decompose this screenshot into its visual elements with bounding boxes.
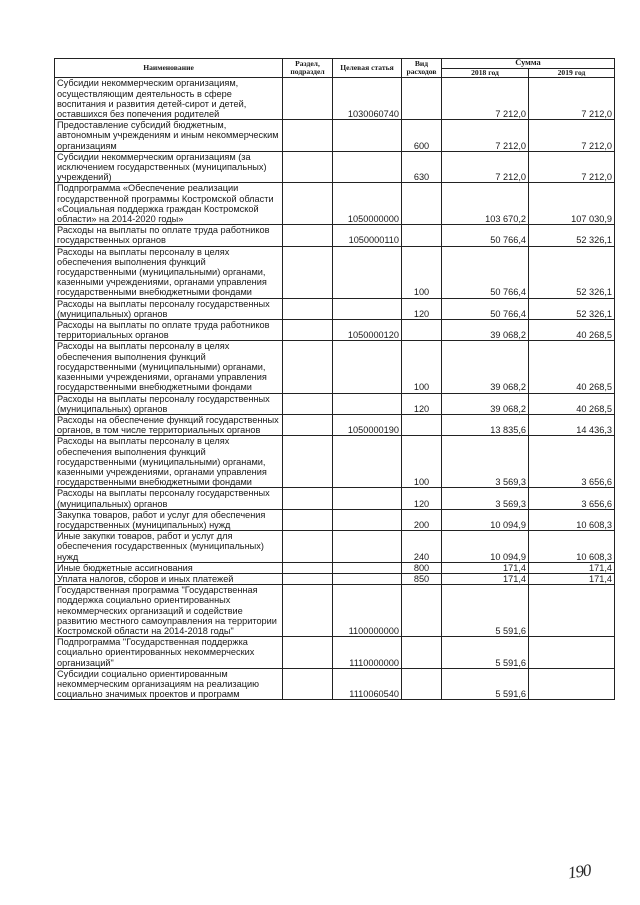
row-amount-2018: 5 591,6 [442, 585, 529, 637]
row-amount-2018: 171,4 [442, 562, 529, 573]
table-row [55, 585, 615, 637]
row-article [333, 562, 402, 573]
table-row [55, 320, 615, 341]
table-row [55, 151, 615, 183]
row-amount-2019: 40 268,5 [529, 320, 615, 341]
row-name: Расходы на выплаты персоналу в целях обеспечения выполнения функций государственными (муниципальными) органами, казенными учреждениями, органами управления государственными внебюджетными фондами [55, 341, 283, 393]
row-name: Государственная программа "Государственная поддержка социально ориентированных некоммерческих организаций и содействие развитию местного самоуправления на территории Костромской области на 2014-2018 годы" [55, 585, 283, 637]
table-row [55, 573, 615, 584]
row-name: Расходы на выплаты по оплате труда работников государственных органов [55, 225, 283, 246]
table-row [55, 246, 615, 298]
row-article [333, 151, 402, 183]
row-amount-2019: 7 212,0 [529, 151, 615, 183]
row-name: Расходы на обеспечение функций государственных органов, в том числе территориальных органов [55, 414, 283, 435]
row-section [283, 183, 333, 225]
header-year-2019: 2019 год [529, 69, 615, 78]
row-amount-2019 [529, 637, 615, 669]
table-body [55, 78, 615, 700]
row-article [333, 573, 402, 584]
row-amount-2018: 7 212,0 [442, 78, 529, 120]
row-amount-2018: 50 766,4 [442, 225, 529, 246]
row-amount-2018: 5 591,6 [442, 668, 529, 700]
header-article: Целевая статья [333, 59, 402, 78]
table-row [55, 414, 615, 435]
row-article: 1030060740 [333, 78, 402, 120]
row-kind [402, 414, 442, 435]
row-kind: 120 [402, 298, 442, 319]
row-kind [402, 78, 442, 120]
table-row [55, 562, 615, 573]
header-sum: Сумма [442, 59, 615, 69]
row-article [333, 509, 402, 530]
row-section [283, 509, 333, 530]
row-amount-2018: 10 094,9 [442, 509, 529, 530]
row-name: Расходы на выплаты персоналу в целях обеспечения выполнения функций государственными (муниципальными) органами, казенными учреждениями, органами управления государственными внебюджетными фондами [55, 436, 283, 488]
row-article: 1110000000 [333, 637, 402, 669]
row-kind: 100 [402, 341, 442, 393]
row-article [333, 341, 402, 393]
table-row [55, 509, 615, 530]
row-section [283, 573, 333, 584]
row-name: Подпрограмма «Обеспечение реализации государственной программы Костромской области «Социальная поддержка граждан Костромской области» на 2014-2020 годы» [55, 183, 283, 225]
row-name: Расходы на выплаты персоналу в целях обеспечения выполнения функций государственными (муниципальными) органами, казенными учреждениями, органами управления государственными внебюджетными фондами [55, 246, 283, 298]
row-section [283, 151, 333, 183]
row-amount-2018: 13 835,6 [442, 414, 529, 435]
budget-table [54, 58, 615, 700]
row-name: Субсидии социально ориентированным некоммерческим организациям на реализацию социально значимых проектов и программ [55, 668, 283, 700]
row-article: 1100000000 [333, 585, 402, 637]
row-kind: 800 [402, 562, 442, 573]
row-amount-2018: 7 212,0 [442, 151, 529, 183]
row-amount-2019: 14 436,3 [529, 414, 615, 435]
row-kind [402, 320, 442, 341]
row-kind: 850 [402, 573, 442, 584]
row-article: 1050000000 [333, 183, 402, 225]
row-name: Расходы на выплаты по оплате труда работников территориальных органов [55, 320, 283, 341]
row-article [333, 246, 402, 298]
row-kind: 100 [402, 436, 442, 488]
row-name: Расходы на выплаты персоналу государственных (муниципальных) органов [55, 488, 283, 509]
row-amount-2019: 171,4 [529, 562, 615, 573]
row-section [283, 488, 333, 509]
row-amount-2019 [529, 668, 615, 700]
row-kind: 120 [402, 393, 442, 414]
row-section [283, 225, 333, 246]
header-section: Раздел, подраздел [283, 59, 333, 78]
row-amount-2018: 103 670,2 [442, 183, 529, 225]
row-article: 1110060540 [333, 668, 402, 700]
page-number: 190 [566, 860, 592, 883]
row-article [333, 298, 402, 319]
row-amount-2019: 171,4 [529, 573, 615, 584]
row-name: Уплата налогов, сборов и иных платежей [55, 573, 283, 584]
row-name: Иные закупки товаров, работ и услуг для обеспечения государственных (муниципальных) нужд [55, 531, 283, 563]
row-amount-2019: 10 608,3 [529, 509, 615, 530]
row-kind [402, 183, 442, 225]
table-row [55, 120, 615, 152]
row-name: Расходы на выплаты персоналу государственных (муниципальных) органов [55, 298, 283, 319]
table-row [55, 637, 615, 669]
row-kind [402, 585, 442, 637]
budget-page [54, 58, 614, 700]
row-name: Субсидии некоммерческим организациям (за исключением государственных (муниципальных) учреждений) [55, 151, 283, 183]
row-amount-2018: 50 766,4 [442, 298, 529, 319]
row-section [283, 585, 333, 637]
table-row [55, 393, 615, 414]
row-amount-2019: 3 656,6 [529, 488, 615, 509]
table-row [55, 531, 615, 563]
row-amount-2019: 40 268,5 [529, 341, 615, 393]
table-row [55, 436, 615, 488]
row-section [283, 298, 333, 319]
header-kind: Вид расходов [402, 59, 442, 78]
row-article [333, 488, 402, 509]
row-kind: 100 [402, 246, 442, 298]
row-kind: 200 [402, 509, 442, 530]
row-section [283, 320, 333, 341]
row-amount-2018: 10 094,9 [442, 531, 529, 563]
row-amount-2019: 52 326,1 [529, 246, 615, 298]
row-kind [402, 668, 442, 700]
row-name: Иные бюджетные ассигнования [55, 562, 283, 573]
row-section [283, 78, 333, 120]
row-section [283, 246, 333, 298]
row-amount-2019: 3 656,6 [529, 436, 615, 488]
row-amount-2018: 39 068,2 [442, 393, 529, 414]
row-amount-2019: 52 326,1 [529, 225, 615, 246]
row-article: 1050000110 [333, 225, 402, 246]
row-section [283, 637, 333, 669]
table-row [55, 225, 615, 246]
row-kind: 240 [402, 531, 442, 563]
row-amount-2018: 3 569,3 [442, 488, 529, 509]
row-section [283, 393, 333, 414]
row-amount-2019: 107 030,9 [529, 183, 615, 225]
row-amount-2019: 7 212,0 [529, 120, 615, 152]
row-article [333, 436, 402, 488]
row-name: Расходы на выплаты персоналу государственных (муниципальных) органов [55, 393, 283, 414]
table-row [55, 298, 615, 319]
row-kind [402, 225, 442, 246]
row-name: Подпрограмма "Государственная поддержка социально ориентированных некоммерческих организаций" [55, 637, 283, 669]
row-amount-2019: 52 326,1 [529, 298, 615, 319]
header-name: Наименование [55, 59, 283, 78]
row-article [333, 393, 402, 414]
row-amount-2019 [529, 585, 615, 637]
row-section [283, 414, 333, 435]
row-kind: 120 [402, 488, 442, 509]
row-article: 1050000190 [333, 414, 402, 435]
row-amount-2019: 10 608,3 [529, 531, 615, 563]
row-kind: 630 [402, 151, 442, 183]
table-header [55, 59, 615, 78]
row-kind: 600 [402, 120, 442, 152]
table-row [55, 488, 615, 509]
row-section [283, 668, 333, 700]
row-section [283, 341, 333, 393]
row-amount-2018: 50 766,4 [442, 246, 529, 298]
row-name: Закупка товаров, работ и услуг для обеспечения государственных (муниципальных) нужд [55, 509, 283, 530]
row-amount-2018: 171,4 [442, 573, 529, 584]
header-year-2018: 2018 год [442, 69, 529, 78]
row-article [333, 531, 402, 563]
row-section [283, 531, 333, 563]
row-amount-2018: 39 068,2 [442, 320, 529, 341]
table-row [55, 78, 615, 120]
row-section [283, 436, 333, 488]
row-amount-2018: 7 212,0 [442, 120, 529, 152]
row-article: 1050000120 [333, 320, 402, 341]
row-article [333, 120, 402, 152]
row-section [283, 120, 333, 152]
row-amount-2018: 39 068,2 [442, 341, 529, 393]
row-section [283, 562, 333, 573]
row-name: Субсидии некоммерческим организациям, осуществляющим деятельность в сфере воспитания и развития детей-сирот и детей, оставшихся без попечения родителей [55, 78, 283, 120]
row-amount-2018: 3 569,3 [442, 436, 529, 488]
row-name: Предоставление субсидий бюджетным, автономным учреждениям и иным некоммерческим организациям [55, 120, 283, 152]
table-row [55, 183, 615, 225]
row-amount-2019: 7 212,0 [529, 78, 615, 120]
row-amount-2018: 5 591,6 [442, 637, 529, 669]
table-row [55, 341, 615, 393]
row-kind [402, 637, 442, 669]
row-amount-2019: 40 268,5 [529, 393, 615, 414]
table-row [55, 668, 615, 700]
